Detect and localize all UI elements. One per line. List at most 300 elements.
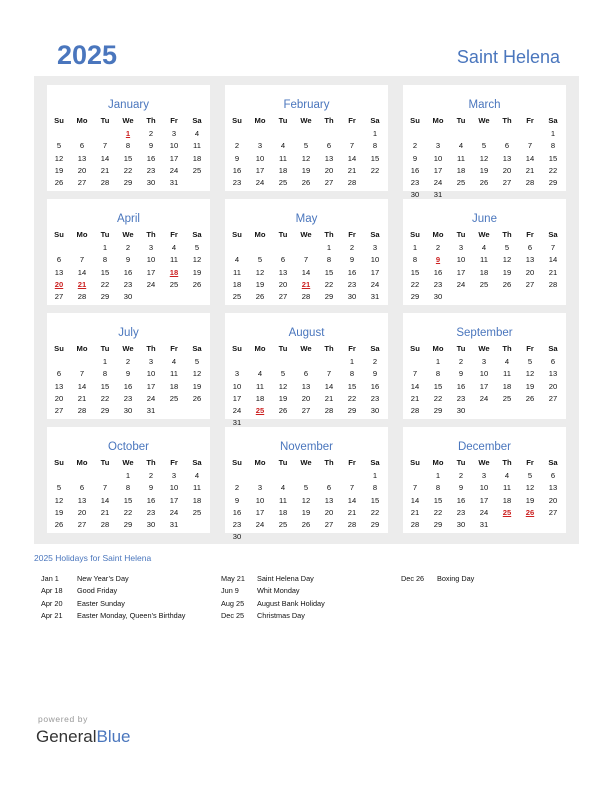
weekday-header: We xyxy=(300,116,312,125)
day-cell: 29 xyxy=(100,292,110,301)
day-cell: 11 xyxy=(193,483,201,493)
day-cell: 18 xyxy=(255,393,265,403)
day-cell: 9 xyxy=(234,153,240,163)
day-cell: 11 xyxy=(457,153,465,163)
holiday-column xyxy=(41,574,185,623)
weekday-header: Th xyxy=(146,458,156,467)
weekday-header: Tu xyxy=(456,230,466,239)
day-cell: 24 xyxy=(479,393,489,403)
weekday-header: Fr xyxy=(170,116,178,125)
day-cell: 9 xyxy=(125,255,131,265)
day-cell: 26 xyxy=(278,406,288,415)
day-cell: 14 xyxy=(347,153,357,163)
weekday-header: Su xyxy=(54,344,64,353)
day-cell: 9 xyxy=(412,153,418,163)
day-cell: 22 xyxy=(123,507,133,517)
day-cell: 15 xyxy=(433,381,443,391)
day-cell: 1 xyxy=(349,357,355,367)
day-cell: 30 xyxy=(370,406,380,415)
day-cell: 13 xyxy=(324,495,334,505)
day-cell: 11 xyxy=(480,255,488,265)
holiday-name: Whit Monday xyxy=(257,586,300,596)
weekday-header: Sa xyxy=(548,458,558,467)
holiday-name: Christmas Day xyxy=(257,610,305,620)
day-cell: 24 xyxy=(433,178,443,187)
day-cell: 14 xyxy=(548,255,558,265)
day-cell: 31 xyxy=(232,418,242,428)
day-cell: 18 xyxy=(502,495,512,505)
weekday-header: We xyxy=(300,344,312,353)
day-cell: 29 xyxy=(433,520,443,529)
day-cell: 19 xyxy=(502,267,512,277)
day-cell: 9 xyxy=(125,369,131,379)
day-cell: 27 xyxy=(278,292,288,301)
day-cell: 14 xyxy=(100,153,110,163)
month-december xyxy=(403,427,566,533)
day-cell: 10 xyxy=(433,153,443,163)
day-cell: 26 xyxy=(479,178,489,187)
day-cell: 27 xyxy=(548,393,558,403)
day-cell: 7 xyxy=(412,369,418,379)
weekday-header: We xyxy=(122,230,134,239)
holiday-day: 21 xyxy=(77,279,87,289)
weekday-header: We xyxy=(478,344,490,353)
day-cell: 8 xyxy=(125,483,131,493)
day-cell: 17 xyxy=(232,393,242,403)
day-cell: 31 xyxy=(479,520,489,529)
day-cell: 6 xyxy=(504,141,510,151)
day-cell: 13 xyxy=(324,153,334,163)
holiday-row xyxy=(401,574,474,586)
day-cell: 5 xyxy=(504,243,510,253)
weekday-header: Fr xyxy=(526,344,534,353)
generalblue-logo xyxy=(36,727,131,747)
day-cell: 6 xyxy=(527,243,533,253)
day-cell: 24 xyxy=(146,393,156,403)
day-cell: 29 xyxy=(548,178,558,187)
day-cell: 17 xyxy=(370,267,380,277)
day-cell: 23 xyxy=(123,393,133,403)
day-cell: 22 xyxy=(370,165,380,175)
weekday-header: We xyxy=(122,116,134,125)
day-cell: 27 xyxy=(301,406,311,415)
day-cell: 9 xyxy=(349,255,355,265)
holiday-day: 26 xyxy=(525,507,535,517)
day-cell: 5 xyxy=(194,357,200,367)
day-cell: 3 xyxy=(481,471,487,481)
month-january xyxy=(47,85,210,191)
day-cell: 3 xyxy=(372,243,378,253)
day-cell: 2 xyxy=(412,141,418,151)
day-cell: 27 xyxy=(525,279,535,289)
day-cell: 21 xyxy=(410,393,420,403)
weekday-header: We xyxy=(478,458,490,467)
day-cell: 6 xyxy=(303,369,309,379)
year-title: 2025 xyxy=(57,40,118,70)
weekday-header: Th xyxy=(502,458,512,467)
day-cell: 28 xyxy=(100,520,110,529)
day-cell: 3 xyxy=(257,483,263,493)
day-cell: 26 xyxy=(192,279,202,289)
holiday-date: Jan 1 xyxy=(41,574,59,583)
weekday-header: Su xyxy=(54,458,64,467)
holiday-row xyxy=(41,599,185,611)
day-cell: 26 xyxy=(301,178,311,187)
day-cell: 23 xyxy=(146,507,156,517)
day-cell: 10 xyxy=(370,255,380,265)
weekday-header: Mo xyxy=(254,458,266,467)
day-cell: 19 xyxy=(255,279,265,289)
day-cell: 24 xyxy=(456,279,466,289)
day-cell: 16 xyxy=(123,381,133,391)
weekday-header: Fr xyxy=(526,458,534,467)
day-cell: 12 xyxy=(192,369,202,379)
day-cell: 5 xyxy=(527,471,533,481)
weekday-header: Tu xyxy=(456,344,466,353)
day-cell: 20 xyxy=(324,165,334,175)
weekday-header: Th xyxy=(146,116,156,125)
day-cell: 5 xyxy=(280,369,286,379)
day-cell: 21 xyxy=(100,165,110,175)
day-cell: 11 xyxy=(193,141,201,151)
day-cell: 16 xyxy=(123,267,133,277)
weekday-header: Fr xyxy=(170,344,178,353)
holiday-date: Apr 18 xyxy=(41,586,63,596)
weekday-header: Sa xyxy=(192,344,202,353)
day-cell: 22 xyxy=(370,507,380,517)
day-cell: 5 xyxy=(303,141,309,151)
day-cell: 19 xyxy=(54,165,64,175)
day-cell: 8 xyxy=(102,369,108,379)
day-cell: 19 xyxy=(479,165,489,175)
day-cell: 2 xyxy=(458,471,464,481)
day-cell: 19 xyxy=(525,495,535,505)
holiday-name: Easter Sunday xyxy=(77,598,125,608)
day-cell: 23 xyxy=(370,393,380,403)
holiday-column xyxy=(401,574,474,586)
weekday-header: Fr xyxy=(348,344,356,353)
weekday-header: Tu xyxy=(456,458,466,467)
day-cell: 12 xyxy=(301,153,311,163)
day-cell: 17 xyxy=(146,381,156,391)
day-cell: 10 xyxy=(232,381,242,391)
weekday-header: Su xyxy=(410,344,420,353)
day-cell: 29 xyxy=(370,520,380,529)
day-cell: 2 xyxy=(458,357,464,367)
day-cell: 14 xyxy=(77,267,87,277)
day-cell: 15 xyxy=(433,495,443,505)
weekday-header: We xyxy=(122,458,134,467)
day-cell: 3 xyxy=(171,129,177,139)
day-cell: 18 xyxy=(192,495,202,505)
day-cell: 28 xyxy=(347,520,357,529)
day-cell: 12 xyxy=(278,381,288,391)
day-cell: 3 xyxy=(148,243,154,253)
day-cell: 22 xyxy=(433,393,443,403)
month-march xyxy=(403,85,566,200)
day-cell: 21 xyxy=(525,165,535,175)
weekday-header: Th xyxy=(502,344,512,353)
day-cell: 27 xyxy=(54,406,64,415)
weekday-header: Sa xyxy=(370,116,380,125)
weekday-header: Mo xyxy=(432,230,444,239)
holiday-column xyxy=(221,574,325,623)
day-cell: 27 xyxy=(77,178,87,187)
day-cell: 26 xyxy=(192,393,202,403)
month-title: April xyxy=(116,213,140,225)
powered-by-text: powered by xyxy=(38,714,88,724)
month-july xyxy=(47,313,210,419)
weekday-header: We xyxy=(478,116,490,125)
day-cell: 27 xyxy=(54,292,64,301)
day-cell: 23 xyxy=(232,520,242,529)
weekday-header: Su xyxy=(54,230,64,239)
day-cell: 5 xyxy=(257,255,263,265)
month-title: August xyxy=(288,327,325,339)
day-cell: 6 xyxy=(326,483,332,493)
day-cell: 27 xyxy=(324,520,334,529)
day-cell: 6 xyxy=(79,141,85,151)
day-cell: 12 xyxy=(54,153,64,163)
day-cell: 23 xyxy=(456,393,466,403)
holiday-name: Good Friday xyxy=(77,586,118,596)
day-cell: 21 xyxy=(77,393,87,403)
weekday-header: Su xyxy=(410,458,420,467)
day-cell: 17 xyxy=(255,507,265,517)
day-cell: 15 xyxy=(324,267,334,277)
day-cell: 3 xyxy=(435,141,441,151)
weekday-header: Sa xyxy=(548,344,558,353)
weekday-header: Mo xyxy=(76,458,88,467)
weekday-header: Su xyxy=(54,116,64,125)
weekday-header: Tu xyxy=(100,344,110,353)
day-cell: 31 xyxy=(370,292,380,301)
holiday-day: 20 xyxy=(54,279,64,289)
day-cell: 5 xyxy=(481,141,487,151)
month-october xyxy=(47,427,210,533)
day-cell: 14 xyxy=(324,381,334,391)
day-cell: 7 xyxy=(303,255,309,265)
holiday-date: Dec 25 xyxy=(221,610,245,620)
month-title: February xyxy=(283,99,330,111)
day-cell: 10 xyxy=(479,483,489,493)
weekday-header: Tu xyxy=(456,116,466,125)
day-cell: 26 xyxy=(301,520,311,529)
day-cell: 25 xyxy=(278,178,288,187)
day-cell: 9 xyxy=(148,483,154,493)
day-cell: 14 xyxy=(347,495,357,505)
weekday-header: Sa xyxy=(370,230,380,239)
day-cell: 13 xyxy=(77,153,87,163)
day-cell: 1 xyxy=(550,129,556,139)
day-cell: 4 xyxy=(194,471,200,481)
day-cell: 7 xyxy=(102,483,108,493)
day-cell: 20 xyxy=(548,381,558,391)
weekday-header: Th xyxy=(324,344,334,353)
day-cell: 2 xyxy=(125,357,131,367)
day-cell: 5 xyxy=(303,483,309,493)
day-cell: 3 xyxy=(458,243,464,253)
day-cell: 31 xyxy=(146,406,156,415)
day-cell: 20 xyxy=(324,507,334,517)
day-cell: 9 xyxy=(372,369,378,379)
month-title: July xyxy=(118,327,139,339)
day-cell: 3 xyxy=(148,357,154,367)
day-cell: 15 xyxy=(347,381,357,391)
holiday-row xyxy=(41,586,185,598)
holiday-day: 18 xyxy=(169,267,179,277)
day-cell: 4 xyxy=(504,471,510,481)
weekday-header: Mo xyxy=(254,344,266,353)
month-title: December xyxy=(457,441,512,453)
day-cell: 12 xyxy=(54,495,64,505)
day-cell: 15 xyxy=(370,495,380,505)
day-cell: 29 xyxy=(123,178,133,187)
weekday-header: Fr xyxy=(170,230,178,239)
day-cell: 29 xyxy=(347,406,357,415)
month-august xyxy=(225,313,388,428)
weekday-header: Th xyxy=(324,116,334,125)
day-cell: 4 xyxy=(257,369,263,379)
weekday-header: Sa xyxy=(370,458,380,467)
weekday-header: We xyxy=(122,344,134,353)
day-cell: 20 xyxy=(77,165,87,175)
day-cell: 20 xyxy=(278,279,288,289)
weekday-header: Mo xyxy=(432,344,444,353)
day-cell: 19 xyxy=(301,165,311,175)
day-cell: 18 xyxy=(232,279,242,289)
weekday-header: Fr xyxy=(526,116,534,125)
day-cell: 31 xyxy=(169,178,179,187)
day-cell: 15 xyxy=(370,153,380,163)
day-cell: 2 xyxy=(372,357,378,367)
weekday-header: Mo xyxy=(432,458,444,467)
day-cell: 21 xyxy=(548,267,558,277)
day-cell: 28 xyxy=(548,279,558,289)
day-cell: 16 xyxy=(347,267,357,277)
day-cell: 7 xyxy=(79,255,85,265)
weekday-header: Fr xyxy=(348,458,356,467)
holiday-day: 1 xyxy=(125,129,131,139)
day-cell: 1 xyxy=(412,243,418,253)
day-cell: 15 xyxy=(100,381,110,391)
day-cell: 4 xyxy=(481,243,487,253)
day-cell: 25 xyxy=(192,165,202,175)
day-cell: 17 xyxy=(169,495,179,505)
day-cell: 28 xyxy=(77,406,87,415)
day-cell: 8 xyxy=(326,255,332,265)
holiday-name: New Year’s Day xyxy=(77,574,129,583)
weekday-header: We xyxy=(478,230,490,239)
holiday-day: 25 xyxy=(502,507,512,517)
month-title: May xyxy=(295,213,318,225)
day-cell: 19 xyxy=(301,507,311,517)
day-cell: 2 xyxy=(125,243,131,253)
day-cell: 17 xyxy=(169,153,179,163)
day-cell: 26 xyxy=(54,178,64,187)
day-cell: 14 xyxy=(77,381,87,391)
holiday-name: Easter Monday, Queen’s Birthday xyxy=(77,610,186,620)
day-cell: 1 xyxy=(372,129,378,139)
day-cell: 23 xyxy=(347,279,357,289)
day-cell: 29 xyxy=(433,406,443,415)
day-cell: 14 xyxy=(410,495,420,505)
day-cell: 18 xyxy=(278,507,288,517)
holiday-date: Apr 20 xyxy=(41,598,63,608)
holiday-row xyxy=(41,611,185,623)
day-cell: 27 xyxy=(77,520,87,529)
weekday-header: Tu xyxy=(100,230,110,239)
logo-general: General xyxy=(36,727,97,746)
day-cell: 13 xyxy=(54,381,64,391)
holiday-row xyxy=(221,574,325,586)
holiday-row xyxy=(221,611,325,623)
day-cell: 1 xyxy=(435,357,441,367)
day-cell: 28 xyxy=(324,406,334,415)
day-cell: 7 xyxy=(349,141,355,151)
day-cell: 17 xyxy=(255,165,265,175)
day-cell: 10 xyxy=(456,255,466,265)
day-cell: 22 xyxy=(548,165,558,175)
day-cell: 22 xyxy=(100,279,110,289)
weekday-header: Mo xyxy=(254,230,266,239)
month-title: September xyxy=(456,327,513,339)
weekday-header: Th xyxy=(324,458,334,467)
month-september xyxy=(403,313,566,419)
day-cell: 10 xyxy=(146,369,156,379)
day-cell: 4 xyxy=(280,483,286,493)
day-cell: 30 xyxy=(347,292,357,301)
day-cell: 11 xyxy=(170,255,178,265)
day-cell: 13 xyxy=(548,369,558,379)
day-cell: 13 xyxy=(301,381,311,391)
day-cell: 1 xyxy=(372,471,378,481)
day-cell: 21 xyxy=(100,507,110,517)
day-cell: 14 xyxy=(301,267,311,277)
day-cell: 15 xyxy=(123,495,133,505)
holiday-name: Boxing Day xyxy=(437,574,475,583)
logo-blue: Blue xyxy=(96,727,131,746)
weekday-header: Mo xyxy=(76,344,88,353)
day-cell: 16 xyxy=(146,495,156,505)
day-cell: 13 xyxy=(54,267,64,277)
day-cell: 26 xyxy=(502,279,512,289)
day-cell: 19 xyxy=(192,267,202,277)
day-cell: 21 xyxy=(410,507,420,517)
day-cell: 27 xyxy=(502,178,512,187)
day-cell: 30 xyxy=(433,292,443,301)
day-cell: 28 xyxy=(525,178,535,187)
day-cell: 7 xyxy=(527,141,533,151)
country-title: Saint Helena xyxy=(456,47,560,67)
day-cell: 8 xyxy=(435,369,441,379)
day-cell: 18 xyxy=(456,165,466,175)
day-cell: 4 xyxy=(234,255,240,265)
day-cell: 30 xyxy=(456,406,466,415)
day-cell: 6 xyxy=(56,255,62,265)
weekday-header: Tu xyxy=(100,458,110,467)
day-cell: 20 xyxy=(301,393,311,403)
day-cell: 28 xyxy=(410,406,420,415)
day-cell: 29 xyxy=(410,292,420,301)
day-cell: 6 xyxy=(326,141,332,151)
day-cell: 5 xyxy=(56,141,62,151)
day-cell: 2 xyxy=(435,243,441,253)
day-cell: 10 xyxy=(255,153,265,163)
day-cell: 20 xyxy=(54,393,64,403)
day-cell: 18 xyxy=(169,381,179,391)
day-cell: 22 xyxy=(410,279,420,289)
